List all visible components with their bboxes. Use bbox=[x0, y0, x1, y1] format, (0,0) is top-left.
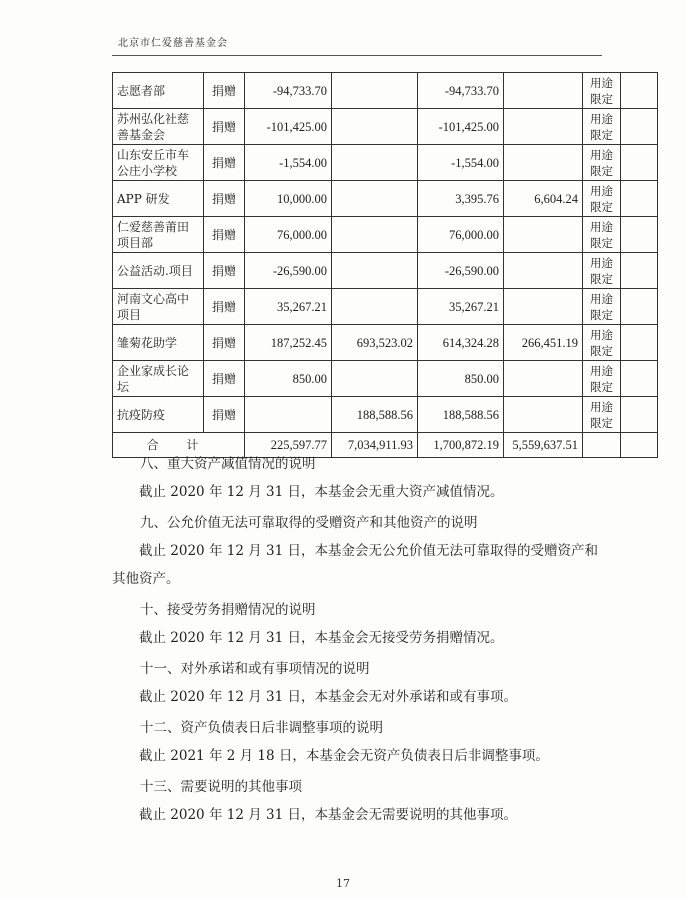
section-heading: 八、重大资产减值情况的说明 bbox=[140, 456, 316, 472]
donation-type-cell: 捐赠 bbox=[204, 289, 245, 325]
section-heading: 十三、需要说明的其他事项 bbox=[140, 779, 302, 795]
section-heading: 九、公允价值无法可靠取得的受赠资产和其他资产的说明 bbox=[140, 515, 478, 531]
total-opening-cell: 225,597.77 bbox=[245, 433, 332, 458]
decrease-cell: 3,395.76 bbox=[418, 181, 504, 217]
blank-cell bbox=[621, 109, 658, 145]
opening-balance-cell bbox=[245, 397, 332, 433]
table-row bbox=[113, 325, 658, 361]
total-decrease-cell: 1,700,872.19 bbox=[418, 433, 504, 458]
donation-type-cell: 捐赠 bbox=[204, 361, 245, 397]
closing-balance-cell bbox=[504, 217, 583, 253]
decrease-cell: 35,267.21 bbox=[418, 289, 504, 325]
project-name-cell: 抗疫防疫 bbox=[113, 397, 204, 433]
total-increase-cell: 7,034,911.93 bbox=[332, 433, 418, 458]
increase-cell bbox=[332, 181, 418, 217]
blank-cell bbox=[621, 289, 658, 325]
decrease-cell: -101,425.00 bbox=[418, 109, 504, 145]
donation-type-cell: 捐赠 bbox=[204, 145, 245, 181]
section-body: 截止 2020 年 12 月 31 日，本基金会无重大资产减值情况。 bbox=[139, 484, 504, 500]
opening-balance-cell: 76,000.00 bbox=[245, 217, 332, 253]
closing-balance-cell bbox=[504, 109, 583, 145]
closing-balance-cell: 266,451.19 bbox=[504, 325, 583, 361]
opening-balance-cell: 35,267.21 bbox=[245, 289, 332, 325]
restriction-cell: 用途限定 bbox=[583, 145, 621, 181]
project-name-cell: 雏菊花助学 bbox=[113, 325, 204, 361]
table-row bbox=[113, 73, 658, 109]
restriction-cell: 用途限定 bbox=[583, 253, 621, 289]
decrease-cell: 850.00 bbox=[418, 361, 504, 397]
closing-balance-cell bbox=[504, 289, 583, 325]
donation-type-cell: 捐赠 bbox=[204, 253, 245, 289]
decrease-cell: 188,588.56 bbox=[418, 397, 504, 433]
opening-balance-cell: 850.00 bbox=[245, 361, 332, 397]
increase-cell bbox=[332, 289, 418, 325]
restriction-cell: 用途限定 bbox=[583, 217, 621, 253]
project-name-cell: 公益活动.项目 bbox=[113, 253, 204, 289]
donation-type-cell: 捐赠 bbox=[204, 109, 245, 145]
blank-cell bbox=[621, 361, 658, 397]
opening-balance-cell: -1,554.00 bbox=[245, 145, 332, 181]
section-heading: 十、接受劳务捐赠情况的说明 bbox=[140, 602, 316, 618]
page-number: 17 bbox=[336, 877, 350, 890]
blank-cell bbox=[621, 217, 658, 253]
closing-balance-cell bbox=[504, 397, 583, 433]
blank-cell bbox=[621, 181, 658, 217]
restriction-cell: 用途限定 bbox=[583, 73, 621, 109]
project-name-cell: 志愿者部 bbox=[113, 73, 204, 109]
donation-type-cell: 捐赠 bbox=[204, 181, 245, 217]
blank-cell bbox=[621, 325, 658, 361]
restriction-cell: 用途限定 bbox=[583, 325, 621, 361]
section-body: 截止 2021 年 2 月 18 日，本基金会无资产负债表日后非调整事项。 bbox=[139, 748, 549, 764]
decrease-cell: 76,000.00 bbox=[418, 217, 504, 253]
section-body: 截止 2020 年 12 月 31 日，本基金会无公允价值无法可靠取得的受赠资产和其他资产。 bbox=[112, 543, 598, 587]
increase-cell bbox=[332, 73, 418, 109]
total-closing-cell: 5,559,637.51 bbox=[504, 433, 583, 458]
project-name-cell: 山东安丘市车公庄小学校 bbox=[113, 145, 204, 181]
blank-cell bbox=[621, 253, 658, 289]
increase-cell: 188,588.56 bbox=[332, 397, 418, 433]
increase-cell: 693,523.02 bbox=[332, 325, 418, 361]
opening-balance-cell: 187,252.45 bbox=[245, 325, 332, 361]
table-row bbox=[113, 109, 658, 145]
section-body: 截止 2020 年 12 月 31 日，本基金会无对外承诺和或有事项。 bbox=[139, 689, 517, 705]
table-row bbox=[113, 289, 658, 325]
increase-cell bbox=[332, 217, 418, 253]
opening-balance-cell: -101,425.00 bbox=[245, 109, 332, 145]
section-gap bbox=[112, 829, 602, 833]
donation-type-cell: 捐赠 bbox=[204, 73, 245, 109]
increase-cell bbox=[332, 109, 418, 145]
page-header: 北京市仁爱慈善基金会 bbox=[118, 38, 228, 49]
donation-type-cell: 捐赠 bbox=[204, 217, 245, 253]
restriction-cell: 用途限定 bbox=[583, 361, 621, 397]
increase-cell bbox=[332, 253, 418, 289]
table-body bbox=[113, 73, 658, 458]
section-heading: 十二、资产负债表日后非调整事项的说明 bbox=[140, 720, 383, 736]
donation-type-cell: 捐赠 bbox=[204, 325, 245, 361]
project-name-cell: 仁爱慈善莆田项目部 bbox=[113, 217, 204, 253]
donation-type-cell: 捐赠 bbox=[204, 397, 245, 433]
opening-balance-cell: -26,590.00 bbox=[245, 253, 332, 289]
blank-cell bbox=[621, 433, 658, 458]
blank-cell bbox=[621, 145, 658, 181]
closing-balance-cell bbox=[504, 145, 583, 181]
project-name-cell: 企业家成长论坛 bbox=[113, 361, 204, 397]
table-row bbox=[113, 253, 658, 289]
decrease-cell: -94,733.70 bbox=[418, 73, 504, 109]
decrease-cell: 614,324.28 bbox=[418, 325, 504, 361]
total-label: 合 计 bbox=[113, 433, 245, 458]
table-row bbox=[113, 397, 658, 433]
section-body: 截止 2020 年 12 月 31 日，本基金会无接受劳务捐赠情况。 bbox=[139, 630, 504, 646]
closing-balance-cell: 6,604.24 bbox=[504, 181, 583, 217]
decrease-cell: -1,554.00 bbox=[418, 145, 504, 181]
closing-balance-cell bbox=[504, 361, 583, 397]
table-row bbox=[113, 145, 658, 181]
blank-cell bbox=[621, 397, 658, 433]
increase-cell bbox=[332, 361, 418, 397]
project-name-cell: 河南文心高中项目 bbox=[113, 289, 204, 325]
opening-balance-cell: -94,733.70 bbox=[245, 73, 332, 109]
notes-sections bbox=[112, 451, 602, 833]
project-name-cell: APP 研发 bbox=[113, 181, 204, 217]
restriction-cell: 用途限定 bbox=[583, 181, 621, 217]
header-rule bbox=[112, 55, 602, 56]
section-heading: 十一、对外承诺和或有事项情况的说明 bbox=[140, 661, 370, 677]
table-row bbox=[113, 217, 658, 253]
restriction-cell: 用途限定 bbox=[583, 289, 621, 325]
increase-cell bbox=[332, 145, 418, 181]
opening-balance-cell: 10,000.00 bbox=[245, 181, 332, 217]
table-row bbox=[113, 181, 658, 217]
blank-cell bbox=[621, 73, 658, 109]
decrease-cell: -26,590.00 bbox=[418, 253, 504, 289]
closing-balance-cell bbox=[504, 73, 583, 109]
closing-balance-cell bbox=[504, 253, 583, 289]
restriction-cell: 用途限定 bbox=[583, 397, 621, 433]
restriction-cell: 用途限定 bbox=[583, 109, 621, 145]
restricted-fund-table bbox=[112, 72, 658, 458]
project-name-cell: 苏州弘化社慈善基金会 bbox=[113, 109, 204, 145]
table-row bbox=[113, 361, 658, 397]
section-body: 截止 2020 年 12 月 31 日，本基金会无需要说明的其他事项。 bbox=[139, 807, 517, 823]
